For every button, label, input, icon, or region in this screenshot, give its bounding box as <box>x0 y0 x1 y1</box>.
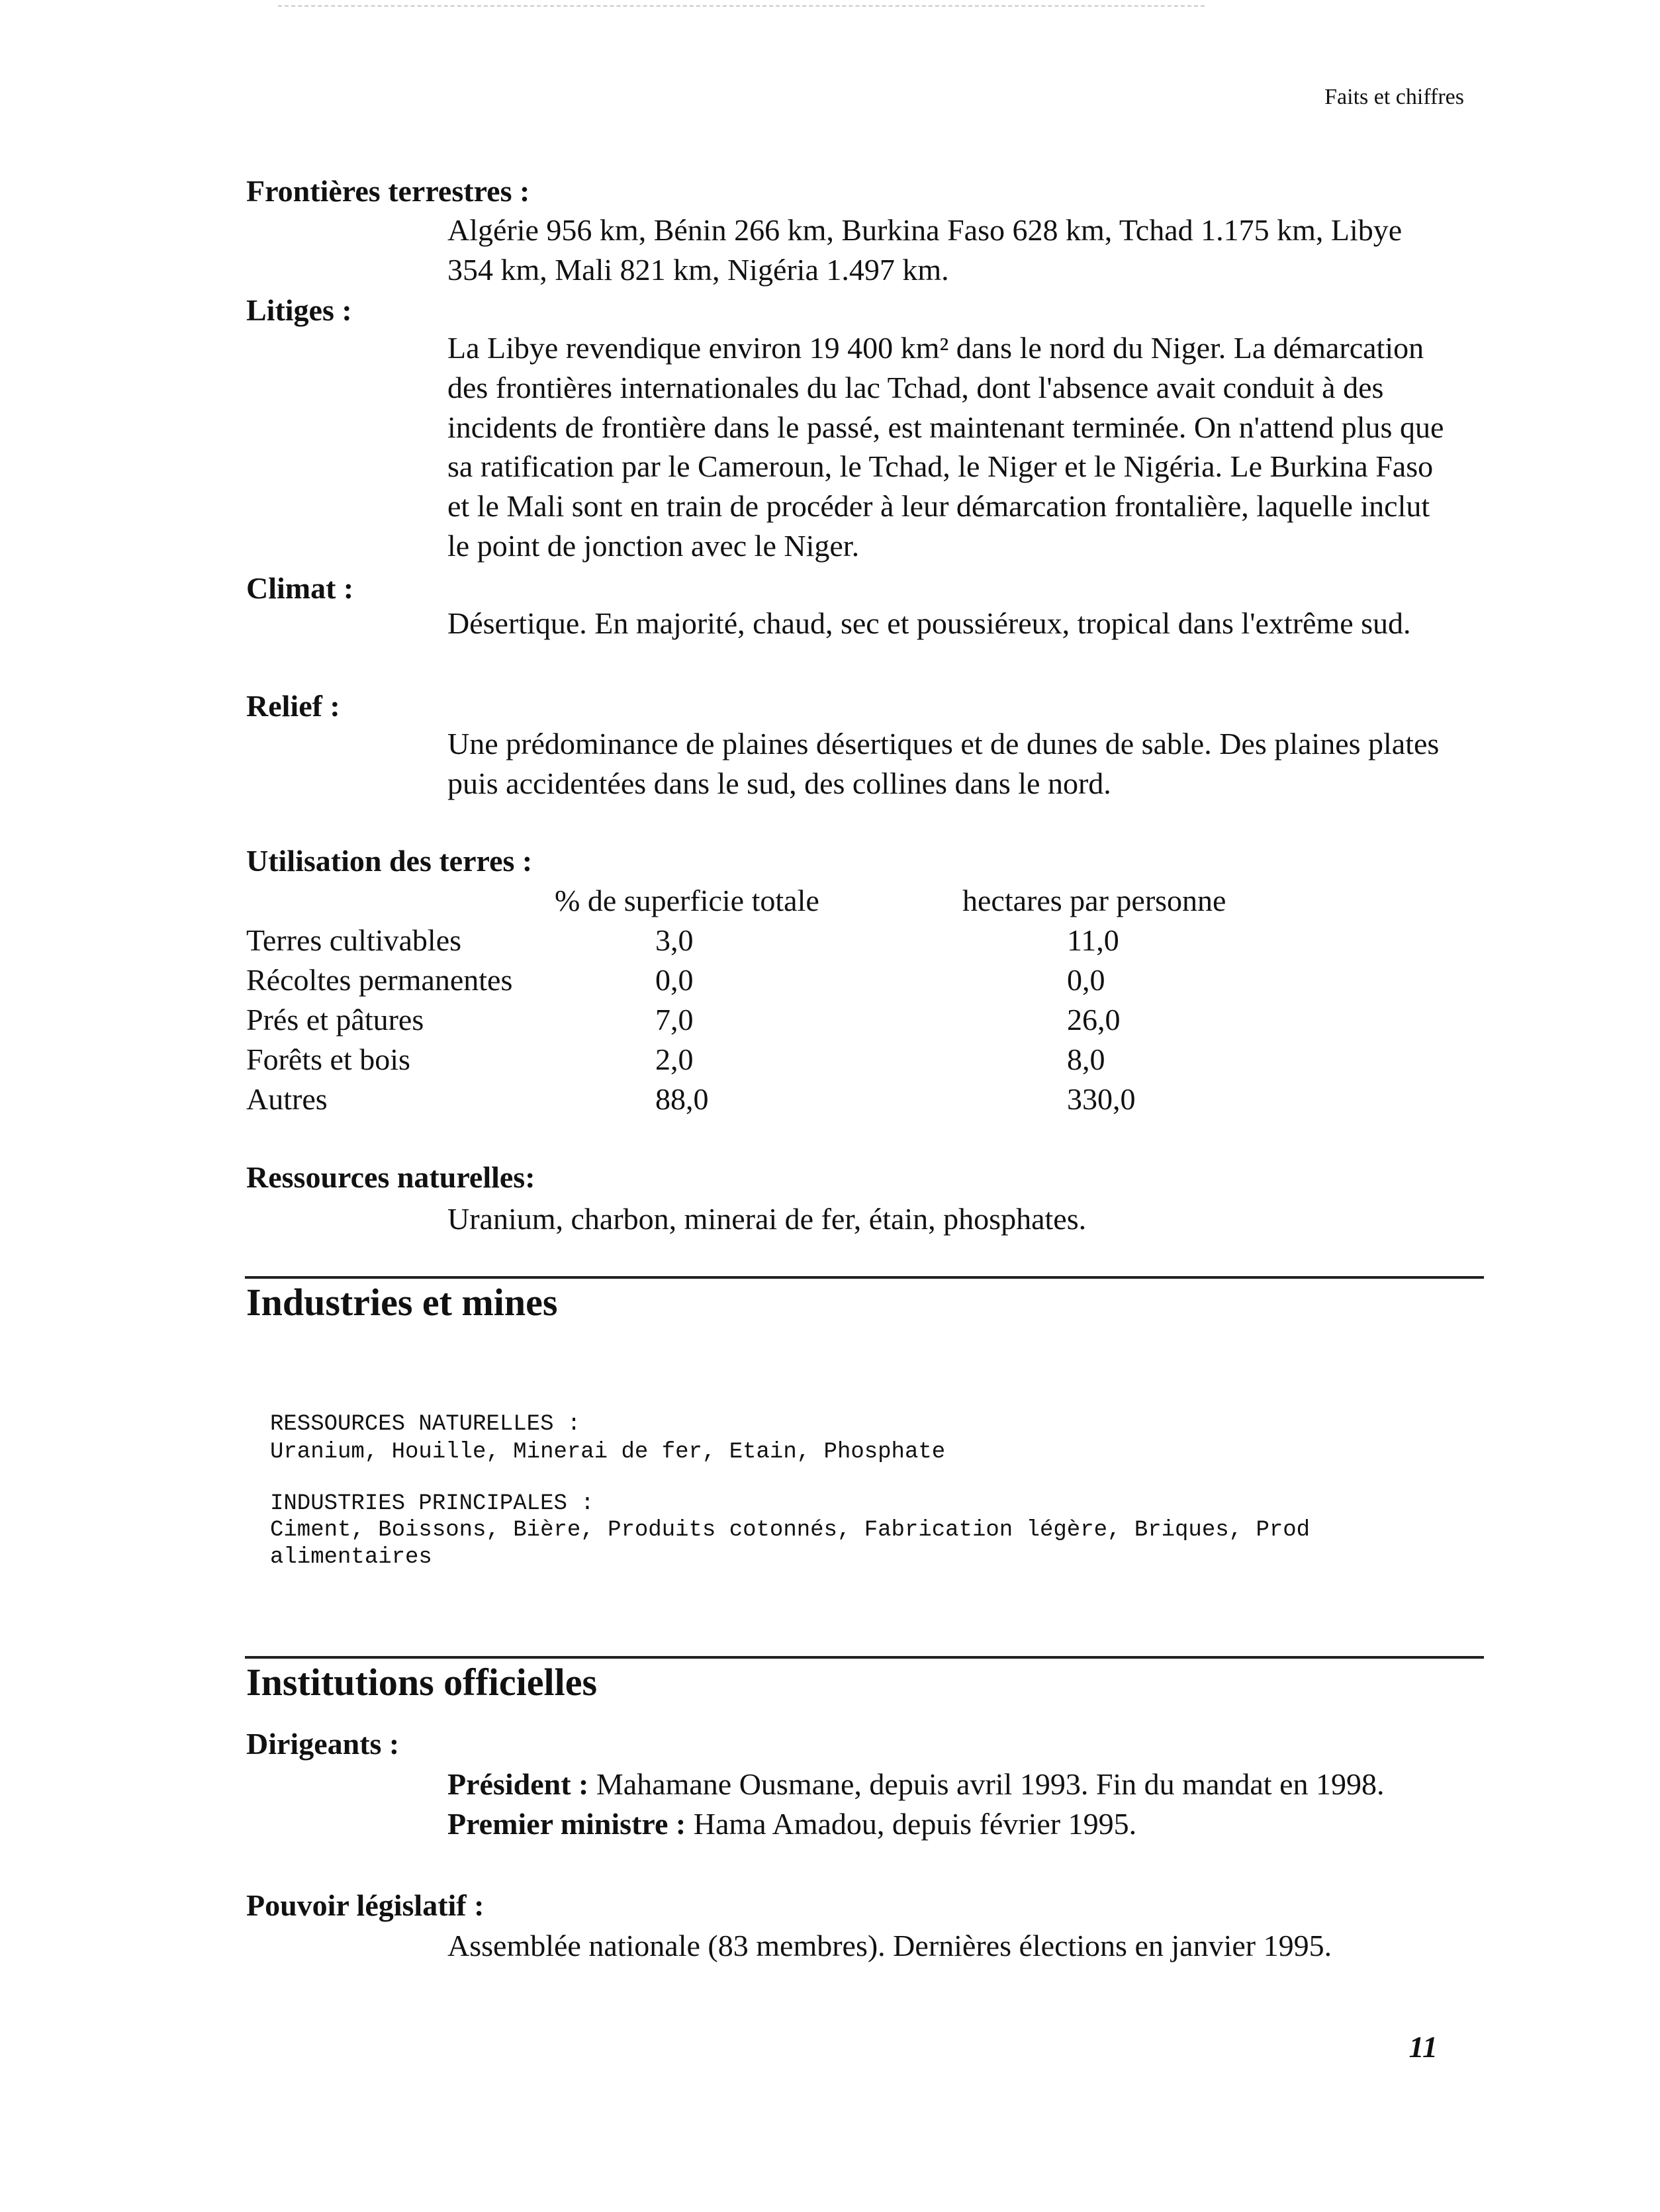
land-use-pct: 88,0 <box>655 1082 709 1116</box>
industries-res-label: RESSOURCES NATURELLES : <box>270 1412 581 1437</box>
industries-ind-label: INDUSTRIES PRINCIPALES : <box>270 1491 594 1516</box>
land-use-ha: 330,0 <box>1067 1082 1136 1116</box>
relief-text: Une prédominance de plaines désertiques et de dunes de sable. Des plaines plates puis accidentées dans le sud, des collines dans le nord. <box>447 727 1440 800</box>
president-line <box>447 1765 1453 1804</box>
land-use-name: Terres cultivables <box>246 923 462 957</box>
industries-res-text: Uranium, Houille, Minerai de fer, Etain, Phosphate <box>270 1440 946 1465</box>
land-use-pct: 3,0 <box>655 923 694 957</box>
land-use-row <box>246 962 1239 1002</box>
industries-ind-text: Ciment, Boissons, Bière, Produits cotonnés, Fabrication légère, Briques, Prod alimentaires <box>270 1518 1324 1570</box>
land-use-row <box>246 1082 1239 1121</box>
land-use-row <box>246 1042 1239 1082</box>
frontieres-text: Algérie 956 km, Bénin 266 km, Burkina Faso 628 km, Tchad 1.175 km, Libye 354 km, Mali 821 km, Nigéria 1.497 km. <box>447 213 1403 287</box>
land-use-name: Récoltes permanentes <box>246 963 513 997</box>
dirigeants-label: Dirigeants : <box>246 1727 400 1761</box>
legislatif-label: Pouvoir législatif : <box>246 1888 484 1922</box>
ressources-text: Uranium, charbon, minerai de fer, étain, phosphates. <box>447 1202 1087 1236</box>
land-use-pct: 2,0 <box>655 1042 694 1076</box>
land-use-pct: 0,0 <box>655 963 694 997</box>
land-use-ha: 8,0 <box>1067 1042 1105 1076</box>
ressources-label: Ressources naturelles: <box>246 1160 535 1194</box>
climat-text: Désertique. En majorité, chaud, sec et poussiéreux, tropical dans l'extrême sud. <box>447 606 1411 640</box>
land-use-row <box>246 1002 1239 1042</box>
scan-artifact-line <box>278 5 1205 9</box>
land-use-ha: 0,0 <box>1067 963 1105 997</box>
legislatif-text: Assemblée nationale (83 membres). Dernières élections en janvier 1995. <box>447 1929 1332 1962</box>
litiges-label: Litiges : <box>246 293 352 327</box>
land-use-name: Forêts et bois <box>246 1042 410 1076</box>
land-use-row <box>246 923 1239 962</box>
section-rule <box>245 1276 1484 1279</box>
frontieres-label: Frontières terrestres : <box>246 174 530 208</box>
page-number: 11 <box>1408 2030 1438 2064</box>
land-use-ha: 26,0 <box>1067 1003 1121 1037</box>
premier-ministre-text: Hama Amadou, depuis février 1995. <box>686 1807 1137 1841</box>
land-use-label: Utilisation des terres : <box>246 844 533 878</box>
premier-ministre-label: Premier ministre : <box>447 1807 686 1841</box>
land-use-pct: 7,0 <box>655 1003 694 1037</box>
running-header: Faits et chiffres <box>1324 85 1464 109</box>
institutions-section-title: Institutions officielles <box>246 1661 598 1704</box>
land-use-name: Autres <box>246 1082 328 1116</box>
litiges-text: La Libye revendique environ 19 400 km² dans le nord du Niger. La démarcation des frontières internationales du lac Tchad, dont l'absence avait conduit à des incidents de frontière dans le passé, est maintenant terminée. On n'attend plus que sa ratification par le Cameroun, le Tchad, le Niger et le Nigéria. Le Burkina Faso et le Mali sont en train de procéder à leur démarcation frontalière, laquelle inclut le point de jonction avec le Niger. <box>447 331 1444 563</box>
president-text: Mahamane Ousmane, depuis avril 1993. Fin du mandat en 1998. <box>588 1767 1385 1801</box>
section-rule <box>245 1656 1484 1659</box>
land-use-name: Prés et pâtures <box>246 1003 424 1037</box>
land-use-col-ha: hectares par personne <box>962 884 1226 917</box>
land-use-ha: 11,0 <box>1067 923 1119 957</box>
industries-section-title: Industries et mines <box>246 1281 558 1324</box>
climat-label: Climat : <box>246 571 354 605</box>
relief-label: Relief : <box>246 689 340 723</box>
land-use-col-pct: % de superficie totale <box>555 884 819 917</box>
premier-ministre-line <box>447 1804 1453 1844</box>
president-label: Président : <box>447 1767 589 1801</box>
